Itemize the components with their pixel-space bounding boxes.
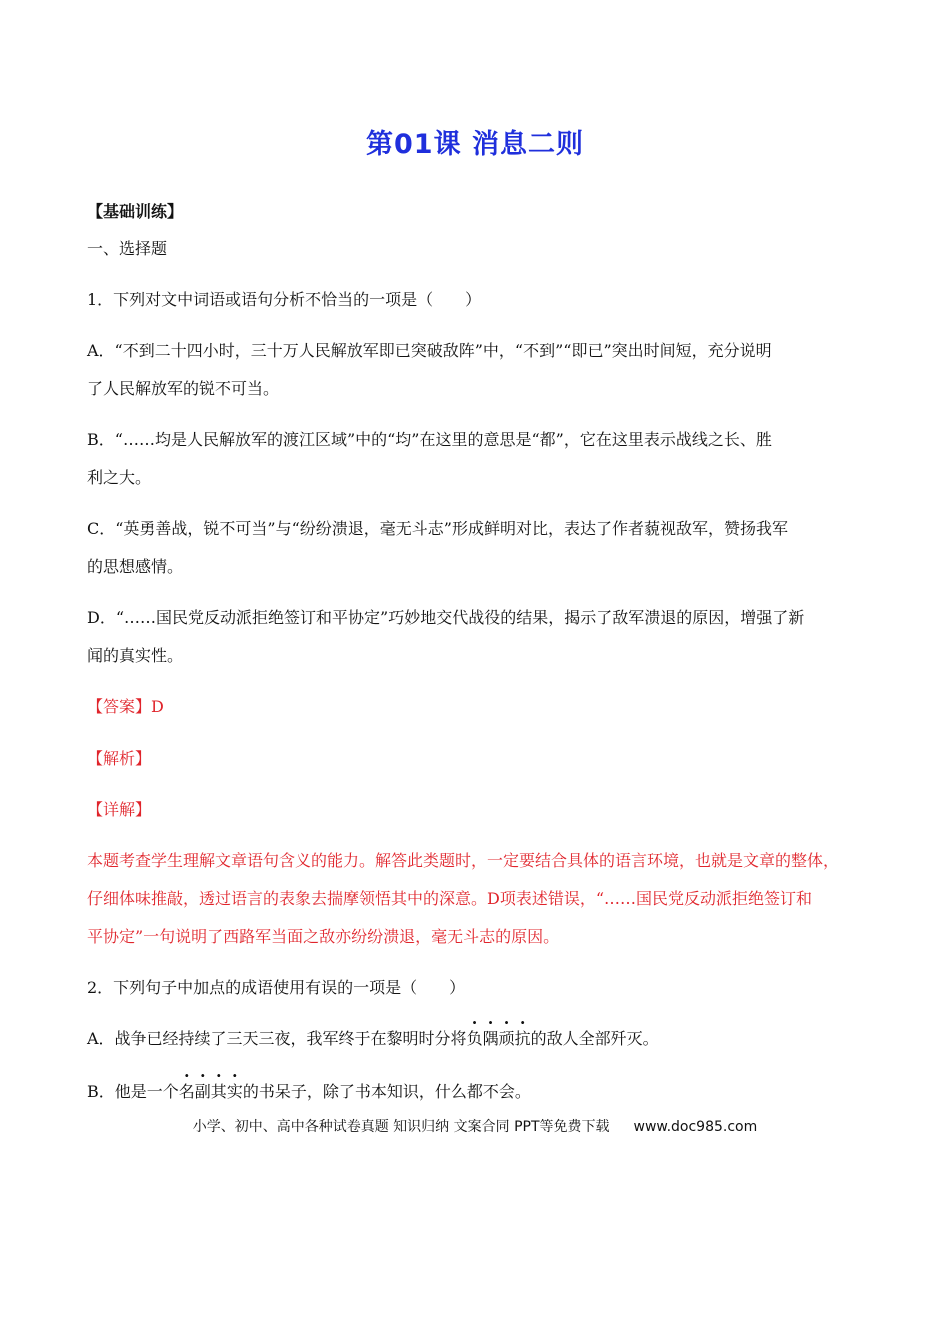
q1-option-c-line2: 的思想感情。 bbox=[87, 557, 184, 576]
answer-value: D bbox=[151, 697, 164, 716]
footer-text: 小学、初中、高中各种试卷真题 知识归纳 文案合同 PPT等免费下载 bbox=[192, 1119, 610, 1135]
dotted-char: 负 bbox=[466, 1029, 483, 1048]
dotted-char: 隅 bbox=[482, 1029, 499, 1048]
dotted-char: 副 bbox=[194, 1082, 211, 1101]
q1-stem: 1．下列对文中词语或语句分析不恰当的一项是（ ） bbox=[87, 290, 482, 309]
q2-option-a bbox=[87, 1028, 867, 1050]
section-heading-basic: 【基础训练】 bbox=[87, 202, 184, 221]
q1-answer bbox=[87, 696, 867, 718]
q2-option-b-post: 的书呆子，除了书本知识，什么都不会。 bbox=[242, 1082, 531, 1101]
q2-option-a-pre: A．战争已经持续了三天三夜，我军终于在黎明时分将 bbox=[87, 1029, 467, 1048]
dotted-char: 名 bbox=[178, 1082, 195, 1101]
q1-detail-line1: 本题考查学生理解文章语句含义的能力。解答此类题时，一定要结合具体的语言环境，也就是文章的整体， bbox=[87, 851, 840, 870]
q1-detail-label: 【详解】 bbox=[87, 800, 152, 819]
page-title: 第01课 消息二则 bbox=[366, 129, 584, 160]
dotted-char: 抗 bbox=[514, 1029, 531, 1048]
dotted-char: 实 bbox=[226, 1082, 243, 1101]
q1-option-a-line1: A．“不到二十四小时，三十万人民解放军即已突破敌阵”中，“不到”“即已”突出时间短，充分说明 bbox=[87, 341, 772, 360]
answer-label: 【答案】 bbox=[87, 697, 152, 716]
q1-detail-line3: 平协定”一句说明了西路军当面之敌亦纷纷溃退，毫无斗志的原因。 bbox=[87, 927, 560, 946]
q1-option-d-line1: D．“……国民党反动派拒绝签订和平协定”巧妙地交代战役的结果，揭示了敌军溃退的原因，增强了新 bbox=[87, 608, 805, 627]
q1-option-b-line2: 利之大。 bbox=[87, 468, 152, 487]
q1-analysis-label: 【解析】 bbox=[87, 749, 152, 768]
q2-option-a-post: 的敌人全部歼灭。 bbox=[530, 1029, 659, 1048]
q1-option-d-line2: 闻的真实性。 bbox=[87, 646, 184, 665]
q1-detail-line2: 仔细体味推敲，透过语言的表象去揣摩领悟其中的深意。D项表述错误，“……国民党反动派拒绝签订和 bbox=[87, 889, 813, 908]
dotted-char: 其 bbox=[210, 1082, 227, 1101]
page-footer bbox=[0, 1116, 950, 1136]
q1-option-b-line1: B．“……均是人民解放军的渡江区域”中的“均”在这里的意思是“都”，它在这里表示战线之长、胜 bbox=[87, 430, 772, 449]
q1-option-c-line1: C．“英勇善战，锐不可当”与“纷纷溃退，毫无斗志”形成鲜明对比，表达了作者藐视敌军，赞扬我军 bbox=[87, 519, 788, 538]
dotted-char: 顽 bbox=[498, 1029, 515, 1048]
footer-url-link[interactable]: www.doc985.com bbox=[633, 1119, 758, 1135]
q1-option-a-line2: 了人民解放军的锐不可当。 bbox=[87, 379, 280, 398]
q2-stem: 2．下列句子中加点的成语使用有误的一项是（ ） bbox=[87, 978, 466, 997]
part-heading-choice: 一、选择题 bbox=[87, 239, 168, 258]
q2-option-b bbox=[87, 1081, 867, 1103]
q2-option-b-pre: B．他是一个 bbox=[87, 1082, 179, 1101]
